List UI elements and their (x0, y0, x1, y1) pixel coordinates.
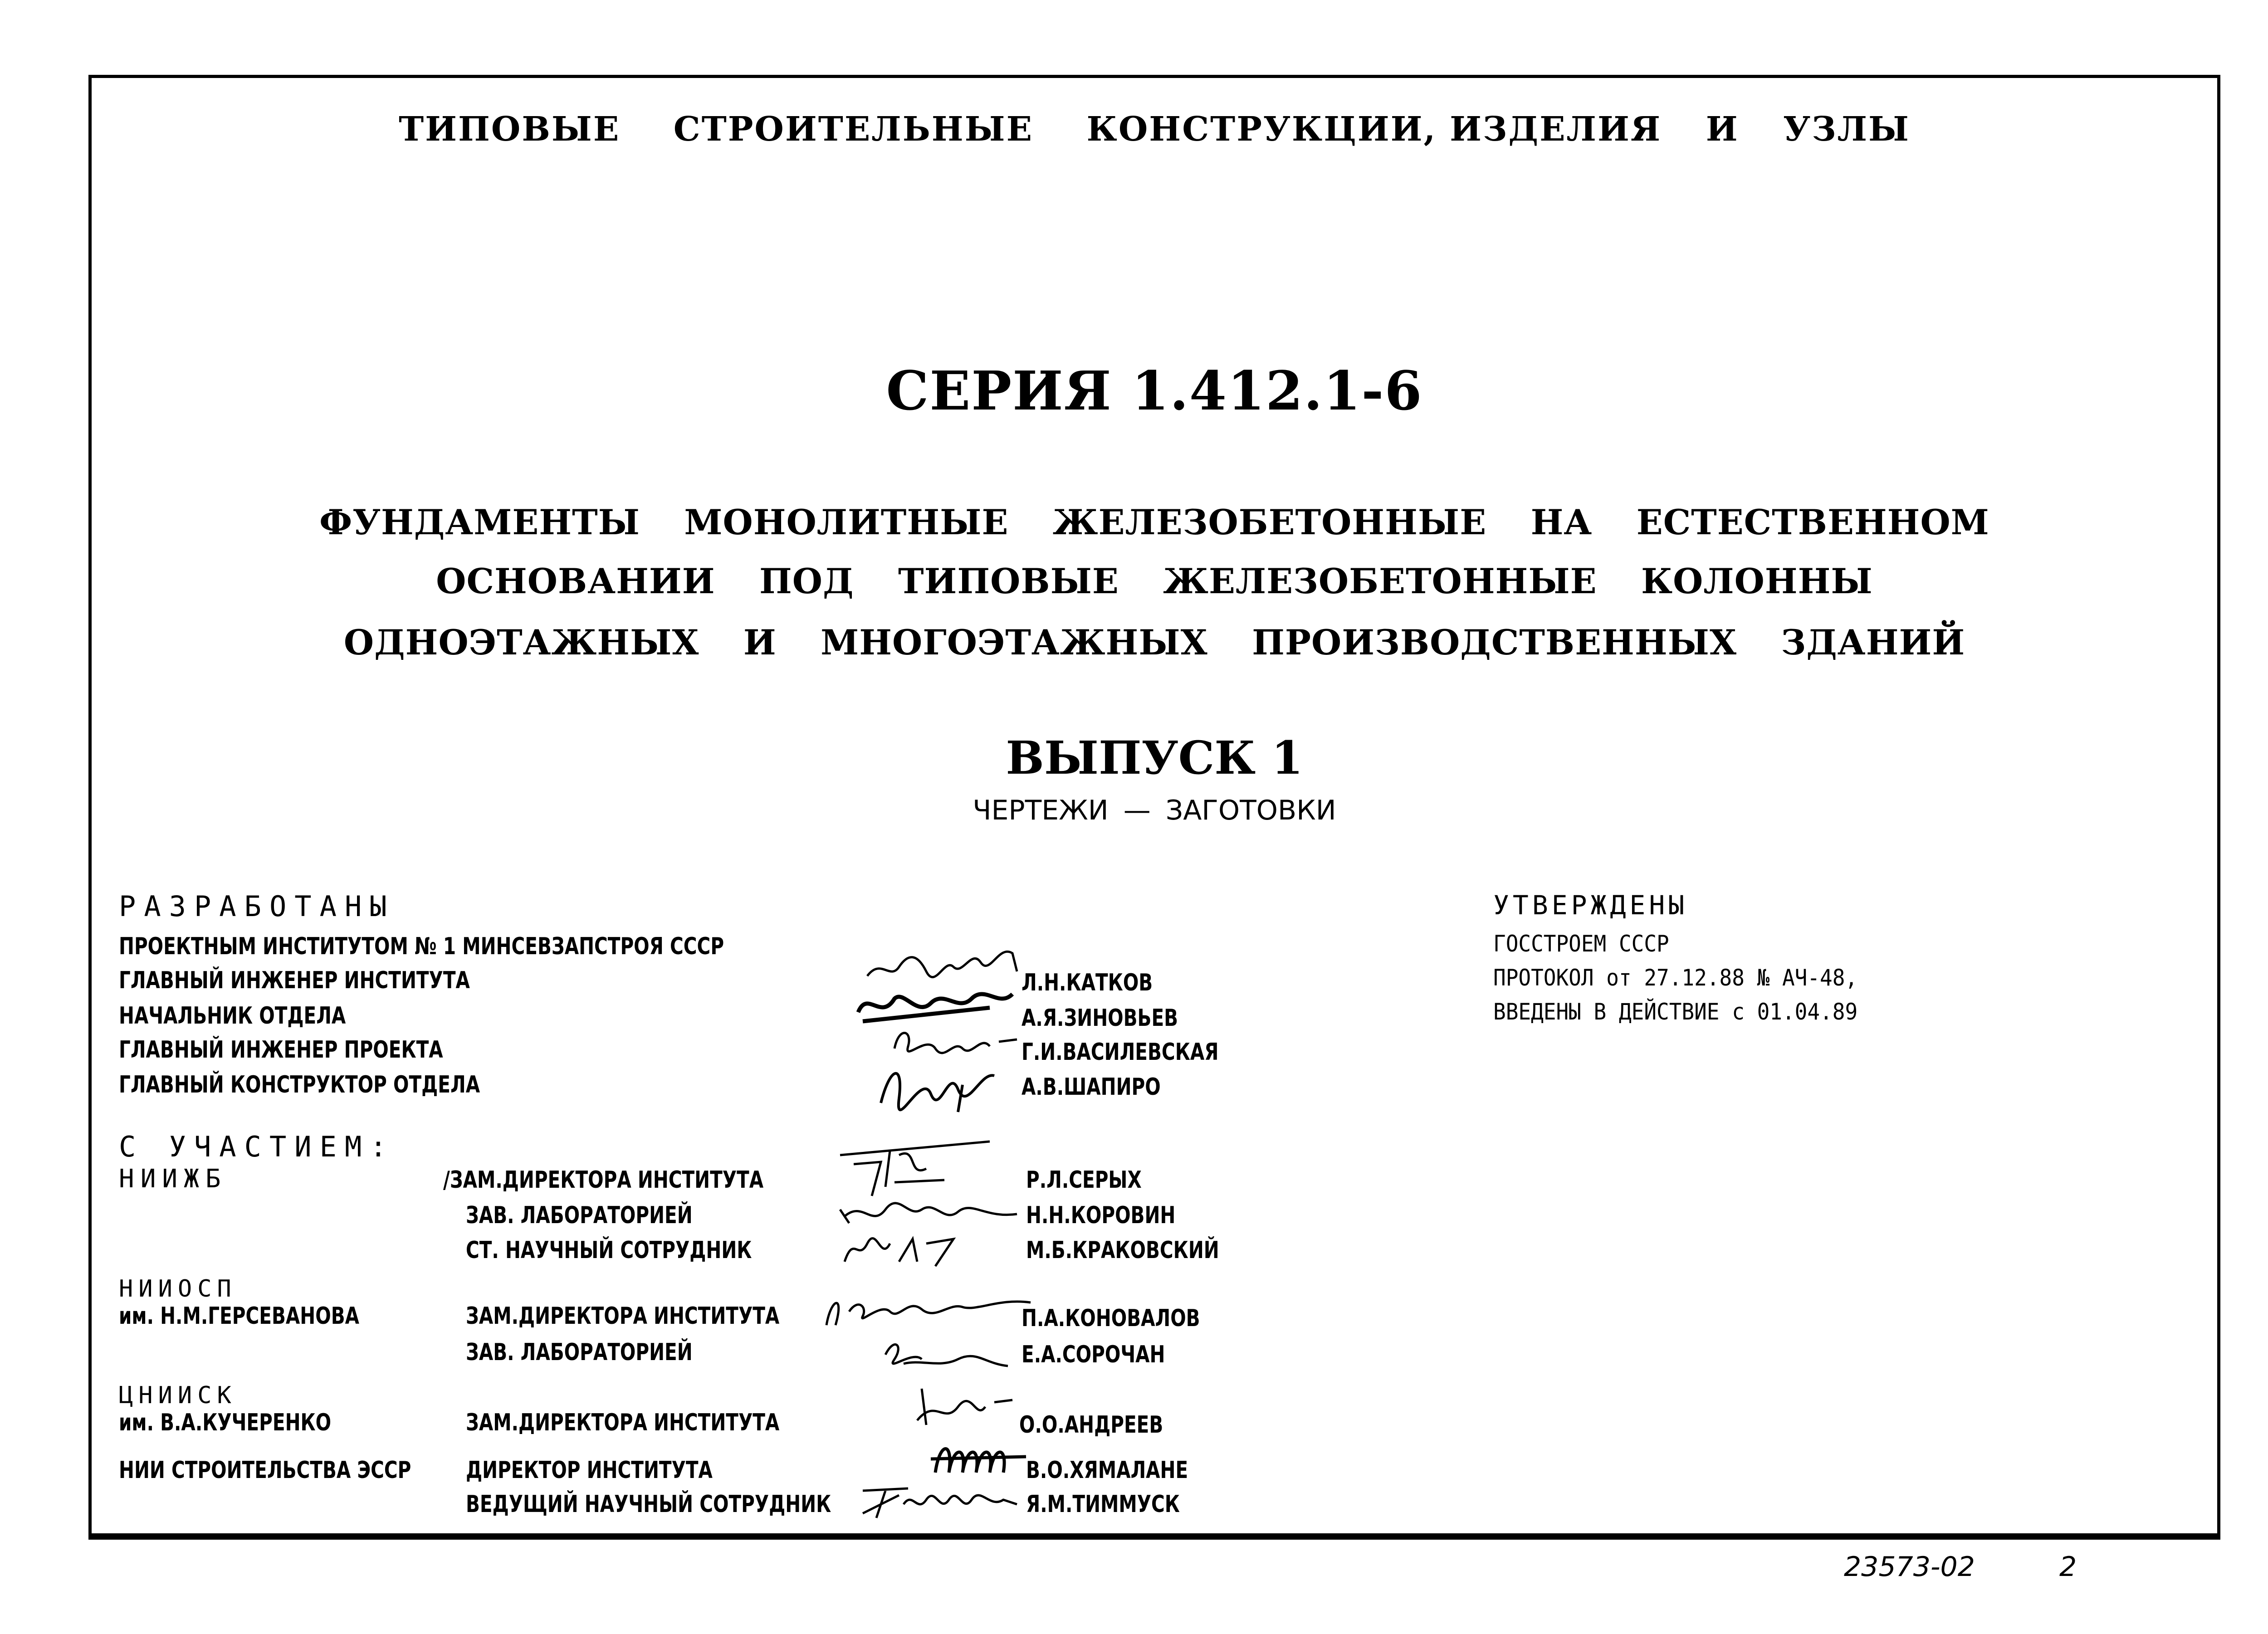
signature-shapiro (872, 1058, 1017, 1117)
developed-name-3: Г.И.ВАСИЛЕВСКАЯ (1022, 1039, 1219, 1066)
subtitle-line-3: ОДНОЭТАЖНЫХ И МНОГОЭТАЖНЫХ ПРОИЗВОДСТВЕННЫХ ЗДАНИЙ (343, 622, 1965, 663)
approved-line-3: ВВЕДЕНЫ В ДЕЙСТВИЕ с 01.04.89 (1493, 999, 1858, 1025)
drawings-subtitle: ЧЕРТЕЖИ — ЗАГОТОВКИ (973, 795, 1336, 826)
top-title-word-3: КОНСТРУКЦИИ, ИЗДЕЛИЯ (1086, 110, 1662, 149)
niizhb-name-1: Р.Л.СЕРЫХ (1026, 1166, 1142, 1194)
signature-hyamalane (926, 1432, 1035, 1482)
drawing-frame (88, 75, 2220, 1540)
signature-serykh (826, 1137, 1008, 1200)
page-number: 2 (2059, 1551, 2077, 1583)
nii-essr-role-2: ВЕДУЩИЙ НАУЧНЫЙ СОТРУДНИК (466, 1491, 831, 1518)
nii-essr-name-2: Я.М.ТИММУСК (1026, 1491, 1180, 1518)
developed-role-3: ГЛАВНЫЙ ИНЖЕНЕР ПРОЕКТА (119, 1036, 443, 1063)
signature-timmusk (854, 1477, 1026, 1522)
developed-role-1: ГЛАВНЫЙ ИНЖЕНЕР ИНСТИТУТА (119, 967, 470, 994)
developed-role-4: ГЛАВНЫЙ КОНСТРУКТОР ОТДЕЛА (119, 1071, 480, 1098)
org-tsniisk: ЦНИИСК (119, 1382, 237, 1409)
niizhb-role-3: СТ. НАУЧНЫЙ СОТРУДНИК (466, 1237, 752, 1264)
niiosp-role-2: ЗАВ. ЛАБОРАТОРИЕЙ (466, 1339, 693, 1366)
developed-heading: РАЗРАБОТАНЫ (119, 890, 395, 923)
tsniisk-name-1: О.О.АНДРЕЕВ (1019, 1411, 1163, 1439)
signature-vasilevskaya (890, 1021, 1026, 1062)
signature-sorochan (876, 1327, 1022, 1377)
top-title-word-1: ТИПОВЫЕ (399, 110, 621, 149)
niiosp-name-2: Е.А.СОРОЧАН (1022, 1341, 1165, 1368)
document-number: 23573-02 (1844, 1551, 1975, 1583)
niizhb-role-2: ЗАВ. ЛАБОРАТОРИЕЙ (466, 1202, 693, 1229)
developed-name-4: А.В.ШАПИРО (1022, 1073, 1161, 1101)
developed-name-2: А.Я.ЗИНОВЬЕВ (1022, 1005, 1178, 1032)
nii-essr-name-1: В.О.ХЯМАЛАНЕ (1026, 1457, 1188, 1484)
developed-name-1: Л.Н.КАТКОВ (1022, 969, 1153, 996)
niiosp-role-1: ЗАМ.ДИРЕКТОРА ИНСТИТУТА (466, 1302, 780, 1330)
issue-title: ВЫПУСК 1 (1006, 731, 1303, 785)
niizhb-role-1: /ЗАМ.ДИРЕКТОРА ИНСТИТУТА (443, 1166, 764, 1194)
approved-line-2: ПРОТОКОЛ от 27.12.88 № АЧ-48, (1493, 965, 1858, 991)
org-tsniisk-sub: им. В.А.КУЧЕРЕНКО (119, 1409, 332, 1436)
signature-andreev (908, 1380, 1026, 1434)
developed-org: ПРОЕКТНЫМ ИНСТИТУТОМ № 1 МИНСЕВЗАПСТРОЯ СССР (119, 933, 724, 960)
approved-heading: УТВЕРЖДЕНЫ (1493, 890, 1688, 921)
signature-konovalov (817, 1284, 1035, 1334)
top-title-word-5: УЗЛЫ (1783, 110, 1910, 149)
org-nii-essr: НИИ СТРОИТЕЛЬСТВА ЭССР (119, 1457, 411, 1484)
top-title-word-4: И (1706, 110, 1739, 149)
tsniisk-role-1: ЗАМ.ДИРЕКТОРА ИНСТИТУТА (466, 1409, 780, 1436)
developed-role-2: НАЧАЛЬНИК ОТДЕЛА (119, 1002, 346, 1029)
niiosp-name-1: П.А.КОНОВАЛОВ (1022, 1305, 1200, 1332)
niizhb-name-2: Н.Н.КОРОВИН (1026, 1202, 1176, 1229)
series-title: СЕРИЯ 1.412.1-6 (886, 359, 1423, 422)
nii-essr-role-1: ДИРЕКТОР ИНСТИТУТА (466, 1457, 713, 1484)
org-niiosp: НИИОСП (119, 1275, 237, 1302)
org-niiosp-sub: им. Н.М.ГЕРСЕВАНОВА (119, 1302, 360, 1330)
approved-line-1: ГОССТРОЕМ СССР (1493, 931, 1669, 957)
participation-heading: С УЧАСТИЕМ: (119, 1130, 395, 1163)
org-niizhb: НИИЖБ (119, 1164, 227, 1194)
top-title-word-2: СТРОИТЕЛЬНЫЕ (673, 110, 1033, 149)
signature-krakovsky (836, 1225, 981, 1271)
top-title (92, 110, 2217, 149)
niizhb-name-3: М.Б.КРАКОВСКИЙ (1026, 1237, 1219, 1264)
subtitle-line-2: ОСНОВАНИИ ПОД ТИПОВЫЕ ЖЕЛЕЗОБЕТОННЫЕ КОЛОННЫ (436, 561, 1873, 601)
subtitle-line-1: ФУНДАМЕНТЫ МОНОЛИТНЫЕ ЖЕЛЕЗОБЕТОННЫЕ НА ЕСТЕСТВЕННОМ (319, 502, 1989, 542)
